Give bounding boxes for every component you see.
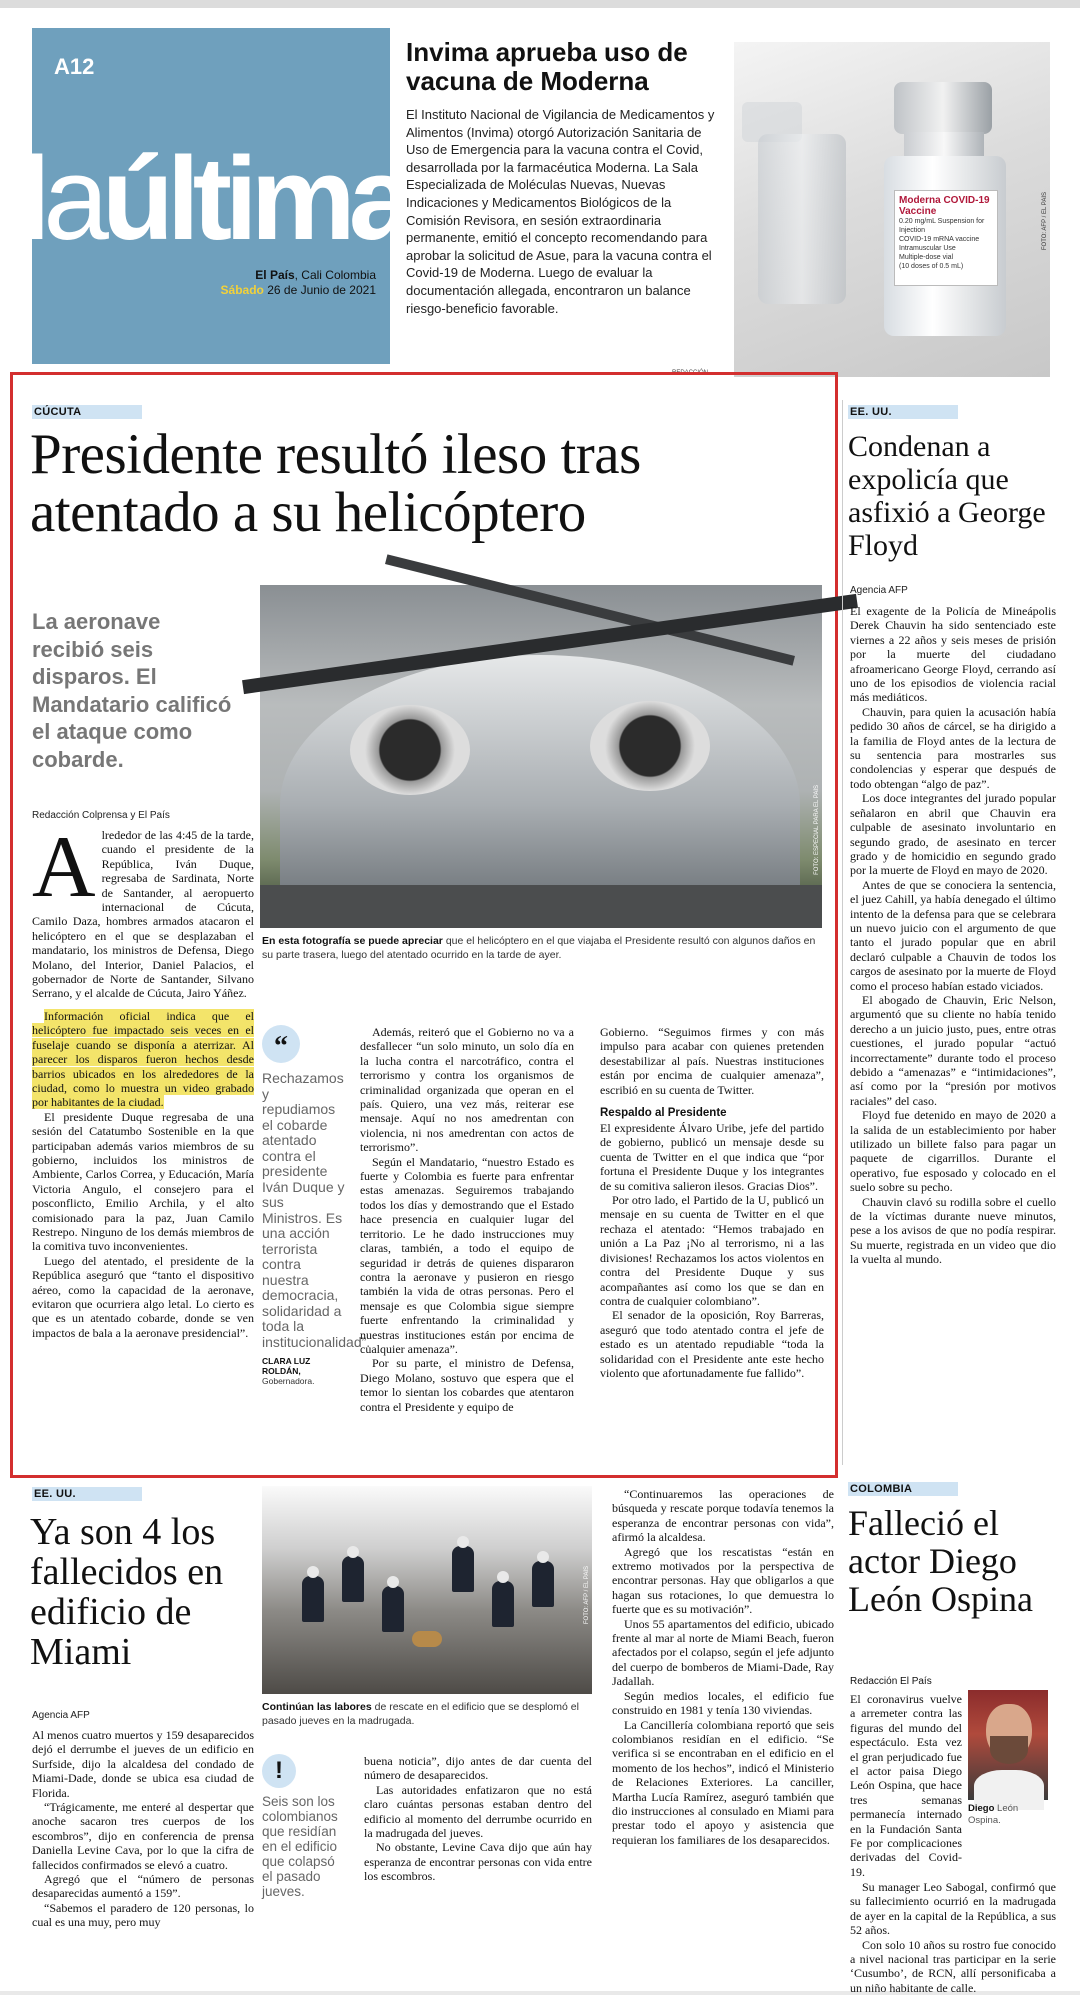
- helmet: [497, 1571, 509, 1583]
- paragraph: Gobierno. “Seguimos firmes y con más impulso para acabar con quienes pretenden desestabilizar al país. Nuestras instituciones están por encima de cualquier amenaza”, escribió en su cuenta de Twitter.: [600, 1025, 824, 1097]
- top-story-headline: Invima aprueba uso de vacuna de Moderna: [406, 37, 688, 96]
- paragraph: El coronavirus vuelve a arremeter contra las figuras del mundo del espectáculo. Esta vez el gran perjudicado fue el actor paisa Diego León Ospina, que hace tres semanas permanecía internado en la Fundación Santa Fe por complicaciones derivadas del Covid-19.: [850, 1692, 962, 1879]
- main-deck: La aeronave recibió seis disparos. El Mandatario calificó el ataque como cobarde.: [32, 609, 232, 772]
- helicopter-photo: [260, 585, 822, 928]
- page-number: A12: [54, 54, 95, 79]
- vial-label-title: Moderna COVID-19 Vaccine: [899, 195, 990, 217]
- engine-intake: [350, 705, 470, 795]
- paragraph: buena noticia”, dijo antes de dar cuenta del número de desaparecidos.: [364, 1754, 592, 1783]
- ospina-body: [850, 1880, 1056, 1995]
- main-column-4: [600, 1025, 824, 1380]
- vial-label-line: (10 doses of 0.5 mL): [899, 263, 964, 270]
- section-tag: CÚCUTA: [32, 405, 142, 419]
- caption-bold: Continúan las labores: [262, 1701, 372, 1713]
- vial-label-line: Intramuscular Use: [899, 245, 956, 252]
- paragraph: Además, reiteró que el Gobierno no va a desfallecer “un solo minuto, un solo día en la lucha contra el narcotráfico, contra el terrorismo y contra los organismos de criminalidad organizada que operan en el país. Quiero, una vez más, reiterar ese mensaje. Aquí no nos amedrentan con violencia, ni nos amedrentan con actos de terrorismo”.: [360, 1025, 574, 1155]
- paragraph: Por su parte, el ministro de Defensa, Diego Molano, sostuvo que espera que el temor lo sientan los cobardes que atentaron contra el Presidente y equipo de: [360, 1356, 574, 1414]
- photo-credit: FOTO: ESPECIAL PARA EL PAÍS: [814, 785, 820, 875]
- rescue-photo: [262, 1486, 592, 1694]
- portrait-caption: [968, 1803, 1050, 1827]
- top-story-body: El Instituto Nacional de Vigilancia de Medicamentos y Alimentos (Invima) otorgó Autorización Sanitaria de Uso de Emergencia para la vacuna contra el Covid, desarrollada por la farmacéutica Moderna. La Sala Especializada de Moléculas Nuevas, Nuevas Indicaciones y Medicamentos Biológicos de la Comisión Revisora, en sesión extraordinaria permanente, emitió el concepto recomendando para aprobar la solicitud de Asue, para la vacuna contra el Covid-19 de Moderna. Luego de evaluar la documentación allegada, encontraron un balance riesgo-beneficio favorable.: [406, 107, 715, 316]
- top-strip: [0, 0, 1080, 8]
- miami-headline: Ya son 4 los fallecidos en edificio de Miami: [30, 1511, 224, 1673]
- quote-author: CLARA LUZ ROLDÁN,: [262, 1356, 311, 1376]
- quote-text: Seis son los colombianos que residían en el edificio que colapsó el pasado jueves.: [262, 1794, 338, 1899]
- helmet: [387, 1576, 399, 1588]
- exclamation-icon: !: [262, 1754, 296, 1788]
- quote-text: Rechazamos y repudiamos el cobarde atentado contra el presidente Iván Duque y sus Ministros. Es una acción terrorista contra nuestra democracia, solidaridad a toda la institucionalidad”.: [262, 1070, 371, 1350]
- caption-rest: de rescate en el edificio que se desplomó el pasado jueves en la madrugada.: [262, 1701, 579, 1727]
- paragraph: El abogado de Chauvin, Eric Nelson, argumentó que su cliente no había tenido derecho a un juicio justo, pues, entre otras cuestiones, el jurado popular “actuó incorrectamente” durante todo el proceso debido a “amenazas” e “intimidaciones”, así como por la “presión por motivos raciales” del caso.: [850, 992, 1056, 1108]
- helicopter-fuselage: [280, 655, 800, 905]
- quote-icon: “: [262, 1025, 300, 1063]
- paragraph: El exagente de la Policía de Mineápolis Derek Chauvin ha sido sentenciado este viernes a 22 años y seis meses de prisión por la muerte del ciudadano afroamericano George Floyd, cerrando así uno de los episodios de violencia racial más mediáticos.: [850, 604, 1056, 705]
- actor-portrait: [968, 1690, 1048, 1800]
- vial-label-line: COVID-19 mRNA vaccine: [899, 236, 980, 243]
- photo-credit: FOTO: AFP / EL PAÍS: [1042, 192, 1048, 251]
- paper-name: El País: [255, 268, 295, 282]
- drop-cap: A: [32, 819, 96, 916]
- rescue-dog: [412, 1631, 442, 1647]
- caption-rest: que el helicóptero en el que viajaba el Presidente resultó con algunos daños en su parte trasera, luego del atentado ocurrido en la tarde de ayer.: [262, 935, 816, 961]
- logo-ultima: última: [101, 133, 408, 265]
- vial-label-line: Multiple-dose vial: [899, 254, 954, 261]
- weekday: Sábado: [220, 283, 264, 297]
- paragraph: El senador de la oposición, Roy Barreras, aseguró que todo atentado contra el jefe de estado es un atentado repudiable “toda la solidaridad con el Presidente ante este hecho violento que afortunadamente fue fallido”.: [600, 1308, 824, 1380]
- paragraph: Los doce integrantes del jurado popular señalaron en abril que Chauvin era culpable de asesinato involuntario en segundo grado, de asesinato en tercer grado y de homicidio en segundo grado por la muerte de Floyd en mayo de 2020.: [850, 791, 1056, 878]
- paragraph: Su manager Leo Sabogal, confirmó que su fallecimiento ocurrió en la madrugada de ayer en la capital de la República, a sus 52 años.: [850, 1880, 1056, 1938]
- portrait-beard: [990, 1736, 1028, 1764]
- vial-neck: [904, 132, 984, 158]
- caption-bold: En esta fotografía se puede apreciar: [262, 935, 443, 947]
- vial-label-line: 0.20 mg/mL Suspension for Injection: [899, 218, 985, 234]
- rescuer: [342, 1556, 364, 1602]
- main-column-1: [32, 819, 254, 1340]
- paragraph: Antes de que se conociera la sentencia, el juez Cahill, ya había denegado el último intento de la defensa para que se celebrara un nuevo juicio con el argumento de que tanto el jurado popular que en abril declaró culpable a Chauvin de todos los cargos de asesinato por la muerte de Floyd como el proceso habían estado viciados.: [850, 877, 1056, 993]
- section-tag: COLOMBIA: [848, 1482, 958, 1496]
- paragraph: “Trágicamente, me enteré al despertar que anoche sacaron tres cuerpos de los escombros”, dijo en conferencia de prensa Daniella Levine Cava, por lo que la cifra de fallecidos confirmados se elevó a cuatro.: [32, 1800, 254, 1872]
- background-vial: [758, 134, 846, 304]
- ospina-body-narrow: [850, 1692, 962, 1879]
- pull-quote: [262, 1025, 371, 1386]
- main-column-3: [360, 1025, 574, 1414]
- paragraph: Con solo 10 años su rostro fue conocido a nivel nacional tras participar en la serie ‘Cusumbo’, de RCN, allí personificaba a un niño habitante de calle.: [850, 1937, 1056, 1995]
- vaccine-photo: [734, 42, 1050, 377]
- main-byline: Redacción Colprensa y El País: [32, 810, 170, 821]
- floyd-body: [850, 604, 1056, 1267]
- engine-intake: [590, 701, 710, 791]
- date: 26 de Junio de 2021: [263, 283, 376, 297]
- ospina-byline: Redacción El País: [850, 1676, 932, 1687]
- paragraph: Luego del atentado, el presidente de la República aseguró que “tanto el dispositivo aéreo, como la capacidad de la aeronave, evitaron que ocurriera algo letal. Lo cierto es que es un atentado cobarde, donde se ven impactos de bala a la aeronave presidencial”.: [32, 1253, 254, 1340]
- floyd-headline: Condenan a expolicía que asfixió a George Floyd: [848, 430, 1046, 562]
- quote-role: Gobernadora.: [262, 1376, 315, 1386]
- column-rule: [842, 400, 843, 1465]
- floyd-agency: Agencia AFP: [850, 585, 908, 596]
- miami-photo-caption: [262, 1700, 592, 1728]
- paragraph: La Cancillería colombiana reportó que seis colombianos residían en el edificio. “Se verifica si se encontraban en el edificio en el momento de los hechos”, indicó el Ministerio de Relaciones Exteriores. La canciller, Martha Lucía Ramírez, aseguró también que dio instrucciones al consulado en Miami para prestar todo el apoyo y asistencia que requieran los familiares de los desaparecidos.: [612, 1717, 834, 1847]
- helmet: [457, 1536, 469, 1548]
- section-logo: [24, 133, 408, 265]
- caption-rest: León Ospina.: [968, 1803, 1019, 1826]
- small-credit: REDACCIÓN: [672, 370, 709, 376]
- paragraph: El presidente Duque regresaba de una sesión del Catatumbo Sostenible en la que participaban además varios miembros de su gobierno, incluidos los ministros de Ambiente, Carlos Correa, y Educación, María Victoria Angulo, el consejero para el posconflicto, Emilio Archila, y el alto comisionado para la paz, Juan Camilo Restrepo. Ninguno de los demás miembros de la comitiva tuvo inconvenientes.: [32, 1109, 254, 1254]
- rescuer: [382, 1586, 404, 1632]
- rescuer: [532, 1561, 554, 1607]
- paragraph: Floyd fue detenido en mayo de 2020 a la salida de un establecimiento por haber utilizado un billete falso para pagar un paquete de cigarrillos. Durante el operativo, fue esposado y colocado en el suelo sobre su pecho.: [850, 1108, 1056, 1195]
- top-story: [406, 38, 724, 317]
- highlighted-paragraph: Información oficial indica que el helicóptero fue impactado seis veces en el fuselaje cuando se disponía a aterrizar. Al parecer los disparos fueron hechos desde barrios ubicados en los alrededores de la ciudad, como lo muestra un video grabado por habitantes de la ciudad.: [32, 1008, 254, 1110]
- logo-la: la: [24, 133, 102, 265]
- vial-label: [894, 190, 998, 286]
- miami-column-4: [612, 1487, 834, 1847]
- main-headline: Presidente resultó ileso tras atentado a su helicóptero: [30, 423, 641, 544]
- vial-cap: [894, 82, 992, 134]
- paragraph: Chauvin clavó su rodilla sobre el cuello de la víctimas durante nueve minutos, pese a los avisos de que no podía respirar. Su muerte, registrada en un video que dio la vuelta al mundo.: [850, 1194, 1056, 1267]
- miami-agency: Agencia AFP: [32, 1710, 90, 1721]
- paragraph: El expresidente Álvaro Uribe, jefe del partido de gobierno, publicó un mensaje desde su cuenta de Twitter en el que indica que “por fortuna el Presidente Duque y los integrantes de su comitiva salieron ilesos. Gracias Dios”.: [600, 1121, 824, 1193]
- paragraph: “Continuaremos las operaciones de búsqueda y rescate porque todavía tenemos la esperanza de encontrar personas con vida”, afirmó la alcaldesa.: [612, 1487, 834, 1545]
- paragraph: Según medios locales, el edificio fue construido en 1981 y tenía 130 viviendas.: [612, 1688, 834, 1718]
- section-tag: EE. UU.: [32, 1487, 142, 1501]
- paragraph: Agregó que el “número de personas desaparecidas aumentó a 159”.: [32, 1872, 254, 1901]
- paper-city: , Cali Colombia: [294, 268, 376, 282]
- paragraph: Al menos cuatro muertos y 159 desaparecidos dejó el derrumbe el jueves de un edificio en Surfside, dijo la alcaldesa del condado de Miami-Dade, donde se ubica esa ciudad de Florida.: [32, 1728, 254, 1800]
- photo-credit: FOTO: AFP / EL PAÍS: [584, 1566, 590, 1625]
- paragraph: “Sabemos el paradero de 120 personas, lo cual es una muy, pero muy: [32, 1900, 254, 1930]
- subheading: Respaldo al Presidente: [600, 1107, 727, 1120]
- miami-pull-quote: [262, 1754, 342, 1899]
- caption-bold: Diego: [968, 1803, 995, 1814]
- ospina-headline: Falleció el actor Diego León Ospina: [848, 1503, 1033, 1619]
- helmet: [307, 1566, 319, 1578]
- masthead-date: [221, 268, 376, 298]
- helmet: [537, 1551, 549, 1563]
- paragraph: Según el Mandatario, “nuestro Estado es fuerte y Colombia es fuerte para enfrentar estas amenazas. Seguiremos trabajando todos los días y demostrando que el Estado hace presencia en cualquier lugar del territorio. Le he dado instrucciones muy claras, también, a todo el equipo de seguridad ir detrás de quienes dispararon contra la aeronave y pusieron en riesgo también la vida de otras personas. Pero el mensaje es que Colombia sigue siempre fuerte enfrentando la criminalidad y nuestras instituciones están por encima de cualquier amenaza”.: [360, 1154, 574, 1356]
- rescuer: [302, 1576, 324, 1622]
- paragraph: Unos 55 apartamentos del edificio, ubicado frente al mar al norte de Miami Beach, fueron afectados por el colapso, según el jefe adjunto del cuerpo de bomberos de Miami-Dade, Ray Jadallah.: [612, 1616, 834, 1689]
- miami-column-3: [364, 1754, 592, 1884]
- miami-column-1: [32, 1728, 254, 1930]
- paragraph: lrededor de las 4:45 de la tarde, cuando el presidente de la República, Iván Duque, regresaba de Sardinata, Norte de Santander, al aeropuerto internacional de Cúcuta, Camilo Daza, hombres armados atacaron el helicóptero en el que se desplazaban el mandatario, los ministros de Defensa, Diego Molano, del Interior, Daniel Palacios, el gobernador de Norte de Santander, Silvano Serrano, y el alcalde de Cúcuta, Jairo Yáñez.: [32, 828, 254, 1001]
- rescuer: [452, 1546, 474, 1592]
- paragraph: Chauvin, para quien la acusación había pedido 30 años de cárcel, se ha dirigido a la familia de Floyd antes de la lectura de su sentencia para mostrarles sus condolencias y esperar que después de todo obtengan “algo de paz”.: [850, 704, 1056, 791]
- section-tag: EE. UU.: [848, 405, 958, 419]
- masthead: [24, 28, 408, 364]
- tarmac: [260, 885, 822, 928]
- paragraph: Las autoridades enfatizaron que no está claro cuántas personas estaban dentro del edificio al momento del derrumbe ocurrido en la madrugada del jueves.: [364, 1782, 592, 1841]
- helmet: [347, 1546, 359, 1558]
- paragraph: Por otro lado, el Partido de la U, publicó un mensaje en su cuenta de Twitter en el que rechaza el atentado: “Hemos trabajado en unión a La Paz ¡No al terrorismo, ni a las divisiones! Rechazamos los actos violentos en contra del Presidente Duque y sus acompañantes así como los que se dan en contra de cualquier colombiano”.: [600, 1193, 824, 1308]
- rescuer: [492, 1581, 514, 1627]
- main-photo-caption: [262, 934, 822, 962]
- paragraph: Agregó que los rescatistas “están en extremo motivados por la perspectiva de encontrar personas. Hay que obligarlos a que hagan sus rotaciones, lo que demuestra lo fuerte que es su motivación”.: [612, 1544, 834, 1617]
- paragraph: No obstante, Levine Cava dijo que aún hay esperanza de encontrar personas con vida entre los escombros.: [364, 1840, 592, 1884]
